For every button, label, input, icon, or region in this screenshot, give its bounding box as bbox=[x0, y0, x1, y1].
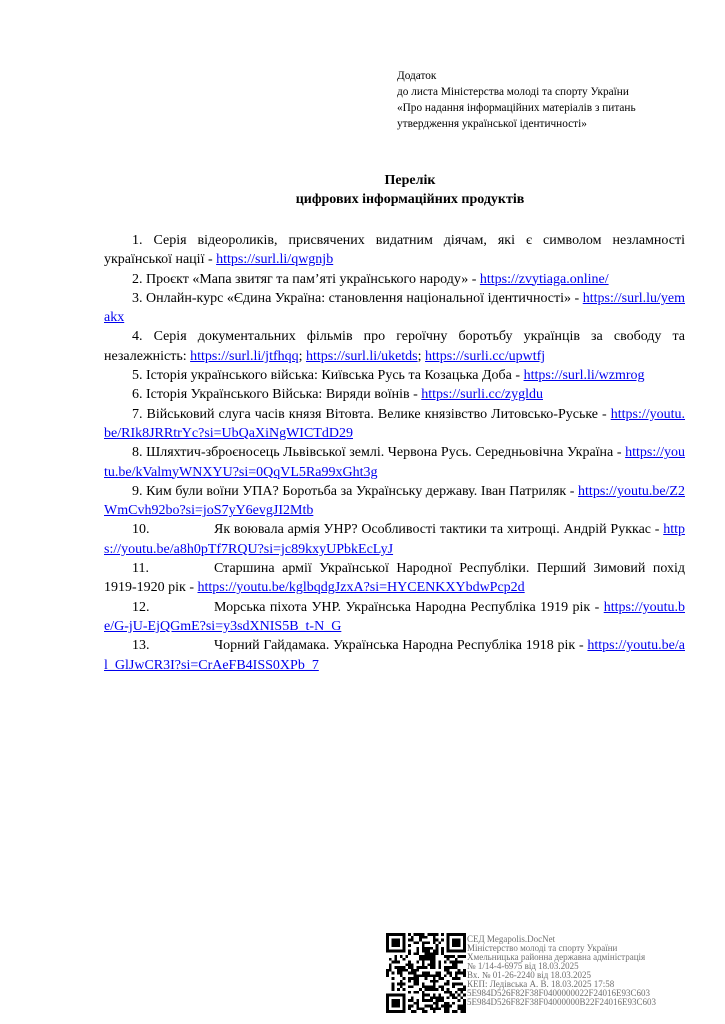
list-item-number: 12. bbox=[132, 599, 150, 615]
item-link[interactable]: https://surl.li/uketds bbox=[306, 348, 418, 364]
list-item bbox=[104, 366, 685, 385]
stamp-line: 5E984D526F82F38F0400000022F24016E93C603 bbox=[467, 988, 651, 998]
item-link[interactable]: https://youtu.be/al_GlJwCR3I?si=CrAeFB4ISS0XPb_7 bbox=[104, 638, 685, 673]
list-item bbox=[104, 270, 685, 289]
list-item bbox=[104, 559, 685, 598]
item-link[interactable]: https://surl.li/jtfhqq bbox=[190, 348, 299, 364]
list-item bbox=[104, 385, 685, 404]
stamp-line: Міністерство молоді та спорту України bbox=[467, 943, 618, 953]
qr-code-icon bbox=[386, 933, 466, 1013]
item-link[interactable]: https://youtu.be/kglbqdgJzxA?si=HYCENKXYbdwPcp2d bbox=[197, 580, 525, 596]
list-item-text: Як воювала армія УНР? Особливості тактики та хитрощі. Андрій Руккас - bbox=[214, 522, 664, 538]
document-subtitle: цифрових інформаційних продуктів bbox=[295, 192, 525, 207]
stamp-text bbox=[467, 935, 687, 1007]
list-item-number: 11. bbox=[132, 561, 149, 577]
list-item-number: 13. bbox=[132, 638, 150, 654]
document-title: Перелік bbox=[384, 173, 436, 188]
list-item-number: 7. bbox=[132, 406, 143, 422]
list-item-number: 6. bbox=[132, 387, 143, 403]
appendix-header bbox=[397, 68, 717, 132]
stamp-line: Хмельницька районна державна адміністрація bbox=[467, 952, 646, 962]
list-item-number: 2. bbox=[132, 271, 143, 287]
list-item bbox=[104, 520, 685, 559]
e-signature-stamp bbox=[386, 933, 686, 1013]
list-item bbox=[104, 405, 685, 444]
item-link[interactable]: https://surl.li/wzmrog bbox=[523, 368, 645, 384]
stamp-line: Вх. № 01-26-2240 від 18.03.2025 bbox=[467, 970, 592, 980]
appendix-line: утвердження української ідентичності» bbox=[397, 118, 587, 130]
list-item-number: 9. bbox=[132, 483, 143, 499]
list-item-number: 4. bbox=[132, 329, 143, 345]
item-link[interactable]: https://surli.cc/upwtfj bbox=[425, 348, 546, 364]
item-link[interactable]: https://surl.lu/yemakx bbox=[104, 290, 685, 326]
list-item bbox=[104, 289, 685, 328]
list-item-number: 8. bbox=[132, 445, 143, 461]
list-item-number: 1. bbox=[132, 233, 143, 248]
item-link[interactable]: https://youtu.be/kValmyWNXYU?si=0QqVL5Ra99xGht3g bbox=[104, 445, 685, 480]
list-item bbox=[104, 482, 685, 521]
list-item-text: Історія Українського Війська: Виряди воїнів - bbox=[146, 387, 422, 403]
list-item-text: Старшина армії Української Народної Республіки. Перший Зимовий похід 1919-1920 рік - bbox=[104, 561, 685, 596]
list-item-text: Морська піхота УНР. Українська Народна Республіка 1919 рік - bbox=[214, 599, 604, 615]
list-item-number: 3. bbox=[132, 290, 143, 306]
appendix-line: Додаток bbox=[397, 70, 437, 82]
list-item-number: 5. bbox=[132, 368, 143, 384]
item-link[interactable]: https://youtu.be/Z2WmCvh92bo?si=joS7yY6evgJI2Mtb bbox=[104, 483, 685, 519]
list-item: 4. Серія документальних фільмів про героїчну боротьбу українців за свободу та незалежність: https://surl.li/jtfhqq; https://surl.li/uketds; https://surli.cc/upwtfj bbox=[104, 329, 685, 364]
item-link[interactable]: https://youtu.be/RIk8JRRtrYc?si=UbQaXiNgWICTdD29 bbox=[104, 406, 686, 441]
item-link[interactable]: https://youtu.be/a8h0pTf7RQU?si=jc89kxyUPbkEcLyJ bbox=[104, 522, 685, 557]
product-list bbox=[104, 231, 685, 675]
list-item-text: Проєкт «Мапа звитяг та пам’яті українського народу» - bbox=[146, 271, 480, 287]
stamp-line: 5E984D526F82F38F04000000B22F24016E93C603 bbox=[467, 997, 657, 1007]
stamp-line: КЕП: Ледівська А. В. 18.03.2025 17:58 bbox=[467, 979, 615, 989]
appendix-line: «Про надання інформаційних матеріалів з питань bbox=[397, 102, 636, 114]
list-item bbox=[104, 598, 685, 637]
stamp-line: № 1/14-4-6975 від 18.03.2025 bbox=[467, 961, 579, 971]
list-item-text: Військовий слуга часів князя Вітовта. Велике князівство Литовсько-Руське - bbox=[146, 406, 611, 422]
list-item-text: Онлайн-курс «Єдина Україна: становлення національної ідентичності» - bbox=[146, 290, 583, 306]
list-item bbox=[104, 443, 685, 482]
list-item-text: Серія відеороликів, присвячених видатним діячам, які є символом незламності української нації - bbox=[104, 233, 685, 268]
item-link[interactable]: https://surl.li/qwgnjb bbox=[216, 252, 334, 268]
item-link[interactable]: https://surli.cc/zygldu bbox=[421, 387, 543, 403]
list-item bbox=[104, 636, 685, 675]
item-link[interactable]: https://zvytiaga.online/ bbox=[479, 271, 609, 287]
list-item-text: Серія документальних фільмів про героїчну боротьбу українців за свободу та незалежність: bbox=[104, 329, 685, 364]
list-item-text: Ким були воїни УПА? Боротьба за Українську державу. Іван Патриляк - bbox=[146, 483, 579, 499]
stamp-line: СЕД Megapolis.DocNet bbox=[467, 935, 556, 944]
item-link[interactable]: https://youtu.be/G-jU-EjQGmE?si=y3sdXNIS5B_t-N_G bbox=[104, 599, 685, 634]
list-item-text: Шляхтич-зброєносець Львівської землі. Червона Русь. Середньовічна Україна - bbox=[146, 445, 626, 461]
list-item-text: Історія українського війська: Київська Русь та Козацька Доба - bbox=[146, 368, 524, 384]
list-item bbox=[104, 231, 685, 270]
list-item-text: Чорний Гайдамака. Українська Народна Республіка 1918 рік - bbox=[214, 638, 588, 654]
appendix-line: до листа Міністерства молоді та спорту України bbox=[397, 86, 629, 98]
list-item-number: 10. bbox=[132, 522, 150, 538]
